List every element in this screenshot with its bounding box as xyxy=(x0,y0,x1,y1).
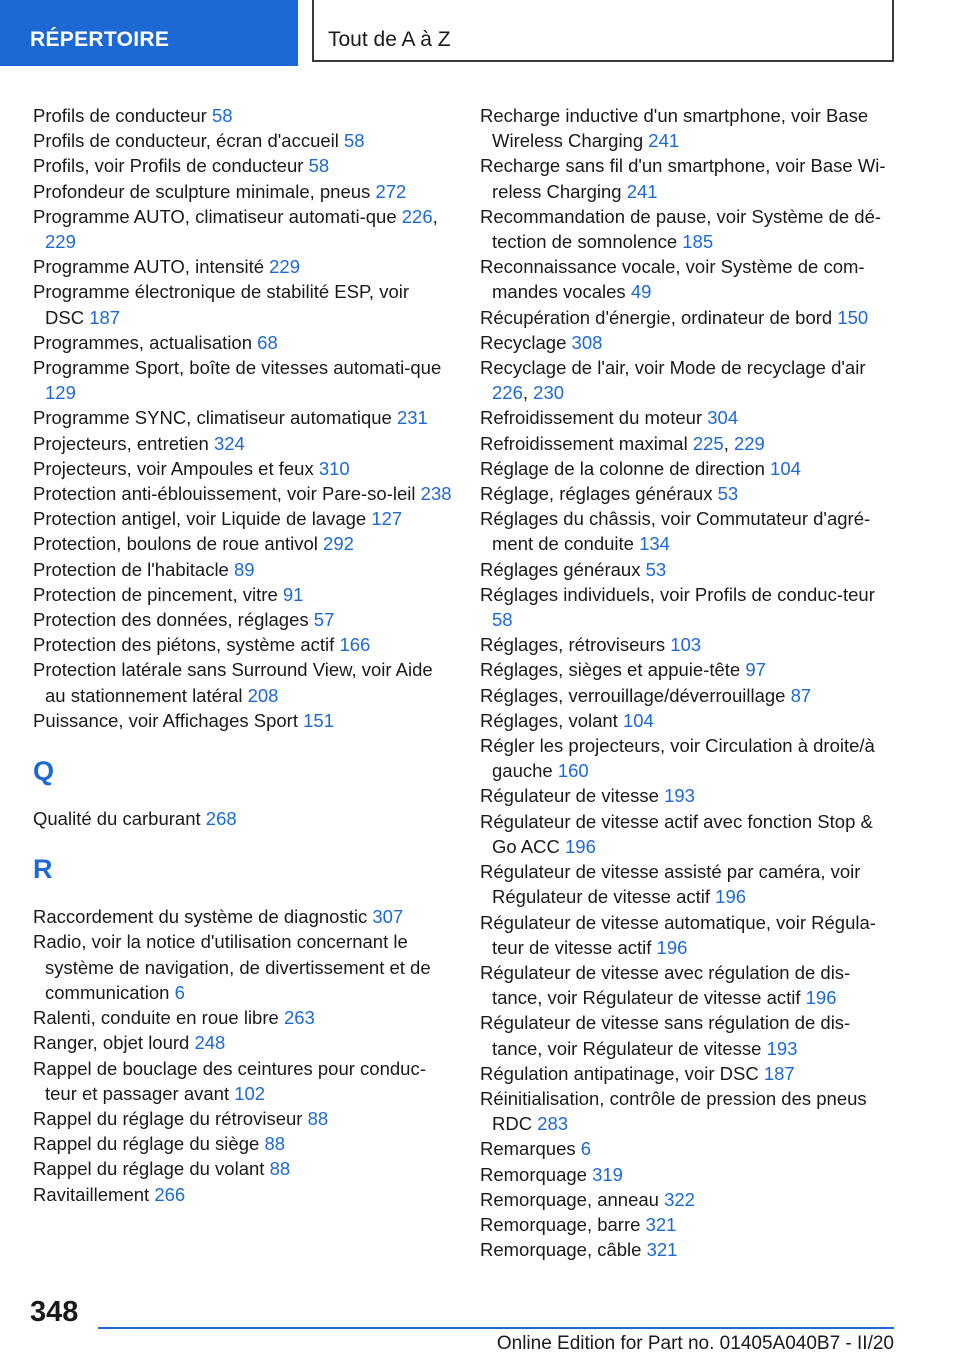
page-ref-link[interactable]: 292 xyxy=(323,533,354,555)
page-ref-link[interactable]: 160 xyxy=(557,760,589,782)
index-entry xyxy=(480,1061,900,1086)
section-label: RÉPERTOIRE xyxy=(30,28,170,51)
page-ref-link[interactable]: 58 xyxy=(344,130,365,152)
index-entry-text: Puissance, voir Affichages Sport xyxy=(33,709,298,731)
index-entry xyxy=(480,330,900,355)
index-entry xyxy=(33,531,453,556)
page-ref-link[interactable]: 57 xyxy=(313,609,335,631)
index-entry xyxy=(33,279,453,329)
page-header xyxy=(0,0,960,66)
page-ref-link[interactable]: 322 xyxy=(664,1188,695,1210)
index-entry-text: Projecteurs, entretien xyxy=(33,432,209,454)
index-entry xyxy=(480,960,900,1010)
index-entry-text: Programme AUTO, intensité xyxy=(33,256,264,278)
index-entry-text: Régler les projecteurs, voir Circulation à droite/à gauche xyxy=(480,735,875,782)
index-entry-text: Réglages, sièges et appuie-tête xyxy=(480,659,741,681)
page-ref-link[interactable]: 196 xyxy=(565,835,596,857)
page-ref-link[interactable]: 266 xyxy=(154,1183,186,1205)
index-entry-text: Programme électronique de stabilité ESP, voir DSC xyxy=(33,281,410,328)
index-entry-text: Programme Sport, boîte de vitesses automati‐que xyxy=(33,357,442,379)
page-ref-link[interactable]: 150 xyxy=(837,306,869,328)
index-entry xyxy=(33,405,453,430)
page-ref-link[interactable]: 68 xyxy=(257,331,278,353)
index-entry-text: Qualité du carburant xyxy=(33,808,201,830)
index-entry xyxy=(33,355,453,405)
page-ref-link[interactable]: 97 xyxy=(745,659,766,681)
page-ref-link[interactable]: 58 xyxy=(308,155,330,177)
index-entry xyxy=(33,1056,453,1106)
page-ref-link[interactable]: 196 xyxy=(805,987,837,1009)
page-ref-link[interactable]: 272 xyxy=(375,180,407,202)
index-entry-text: Remorquage, barre xyxy=(480,1213,641,1235)
page-ref-link[interactable]: 103 xyxy=(670,634,702,656)
index-entry xyxy=(33,1106,453,1131)
index-entry xyxy=(480,683,900,708)
index-entry xyxy=(33,103,453,128)
index-entry-text: Ralenti, conduite en roue libre xyxy=(33,1007,279,1029)
page-ref-link[interactable]: 91 xyxy=(282,583,304,605)
index-entry xyxy=(480,1162,900,1187)
page-ref-link[interactable]: 238 xyxy=(420,483,452,505)
index-entry xyxy=(33,657,453,707)
index-entry-text: Profondeur de sculpture minimale, pneus xyxy=(33,180,371,202)
page-ref-link[interactable]: 104 xyxy=(770,457,801,479)
index-entry xyxy=(480,1212,900,1237)
page-ref-link[interactable]: 208 xyxy=(247,684,279,706)
index-entry xyxy=(480,557,900,582)
index-entry-text: Régulateur de vitesse sans régulation de dis‐tance, voir Régulateur de vitesse xyxy=(480,1012,851,1059)
index-entry xyxy=(480,153,900,203)
page-ref-link[interactable]: 248 xyxy=(194,1032,226,1054)
index-entry xyxy=(33,632,453,657)
index-entry-text: Programmes, actualisation xyxy=(33,331,253,353)
index-entry xyxy=(480,582,900,632)
index-entry-text: Protection des données, réglages xyxy=(33,609,309,631)
index-entry xyxy=(33,431,453,456)
index-entry xyxy=(480,481,900,506)
index-entry xyxy=(480,305,900,330)
page-ref-link[interactable]: 127 xyxy=(371,508,403,530)
page-ref-link[interactable]: 187 xyxy=(89,306,121,328)
index-entry xyxy=(33,506,453,531)
page-ref-link[interactable]: 307 xyxy=(372,906,404,928)
index-entry-text: Rappel de bouclage des ceintures pour conduc‐teur et passager avant xyxy=(33,1057,426,1104)
index-entry-text: Recyclage de l'air, voir Mode de recyclage d'air xyxy=(480,357,866,379)
index-entry xyxy=(480,632,900,657)
index-entry xyxy=(480,1187,900,1212)
page-ref-link[interactable]: 151 xyxy=(303,709,334,731)
page-ref-link[interactable]: 225 xyxy=(692,432,724,454)
page-ref-link[interactable]: 88 xyxy=(269,1158,291,1180)
index-entry-text: Protection, boulons de roue antivol xyxy=(33,533,318,555)
page-ref-link[interactable]: 230 xyxy=(533,382,565,404)
index-entry-text: Recharge inductive d'un smartphone, voir Base Wireless Charging xyxy=(480,105,869,152)
page-ref-link[interactable]: 49 xyxy=(630,281,652,303)
index-entry xyxy=(33,904,453,929)
index-entry xyxy=(33,806,453,831)
index-entry: Refroidissement maximal 225, 229 xyxy=(480,432,765,454)
index-entry xyxy=(33,708,453,733)
page-ref-link[interactable]: 58 xyxy=(211,105,233,126)
index-entry-text: Rappel du réglage du volant xyxy=(33,1158,265,1180)
index-entry-text: Protection de pincement, vitre xyxy=(33,583,278,605)
index-entry xyxy=(33,153,453,178)
index-entry xyxy=(480,809,900,859)
index-entry xyxy=(480,859,900,909)
index-entry xyxy=(33,557,453,582)
page-number: 348 xyxy=(30,1296,79,1328)
index-entry xyxy=(33,1005,453,1030)
page-ref-link[interactable]: 104 xyxy=(622,709,654,731)
index-entry-text: Radio, voir la notice d'utilisation concernant le système de navigation, de divertissement et de communication xyxy=(33,931,431,1003)
index-entry xyxy=(480,708,900,733)
index-entry xyxy=(480,733,900,783)
index-entry-text: Raccordement du système de diagnostic xyxy=(33,906,368,928)
index-entry xyxy=(480,103,900,153)
page-ref-link[interactable]: 229 xyxy=(269,256,301,278)
page-ref-link[interactable]: 193 xyxy=(664,785,695,807)
page-ref-link[interactable]: 134 xyxy=(639,533,670,555)
index-entry xyxy=(33,1156,453,1181)
page-ref-link[interactable]: 89 xyxy=(234,558,255,580)
page-ref-link[interactable]: 308 xyxy=(571,331,603,353)
index-entry-text: Rappel du réglage du rétroviseur xyxy=(33,1107,303,1129)
index-entry-text: Réglage de la colonne de direction xyxy=(480,457,765,479)
page-ref-link[interactable]: 187 xyxy=(763,1062,795,1084)
index-entry-text: Réglages, verrouillage/déverrouillage xyxy=(480,684,786,706)
index-entry-text: Protection antigel, voir Liquide de lavage xyxy=(33,508,367,530)
index-entry xyxy=(480,1086,900,1136)
index-entry-text: Régulateur de vitesse actif avec fonction Stop & Go ACC xyxy=(480,810,873,857)
index-entry-text: Régulateur de vitesse xyxy=(480,785,659,807)
index-letter-heading: R xyxy=(33,854,53,885)
index-entry xyxy=(33,607,453,632)
index-entry-text: Réglages généraux xyxy=(480,558,641,580)
page-ref-link[interactable]: 268 xyxy=(205,808,237,830)
page-ref-link[interactable]: 193 xyxy=(766,1037,798,1059)
page-ref-link[interactable]: 185 xyxy=(682,231,714,253)
index-entry-text: Programme SYNC, climatiseur automatique xyxy=(33,407,392,429)
index-entry-text: Réglage, réglages généraux xyxy=(480,483,713,505)
index-entry-text: Régulation antipatinage, voir DSC xyxy=(480,1062,759,1084)
page-ref-link[interactable]: 88 xyxy=(307,1107,329,1129)
index-entry-text: Reconnaissance vocale, voir Système de com‐mandes vocales xyxy=(480,256,865,303)
index-entry-text: Projecteurs, voir Ampoules et feux xyxy=(33,457,314,479)
index-entry xyxy=(480,657,900,682)
index-entry xyxy=(33,330,453,355)
index-entry-text: Recyclage xyxy=(480,331,567,353)
page-ref-link[interactable]: 226 xyxy=(401,205,433,227)
index-entry-text: Régulateur de vitesse avec régulation de dis‐tance, voir Régulateur de vitesse actif xyxy=(480,961,851,1009)
page-ref-link[interactable]: 6 xyxy=(580,1138,592,1160)
index-entry xyxy=(33,456,453,481)
index-entry-text: Refroidissement du moteur xyxy=(480,407,703,429)
index-entry-text: Remorquage, câble xyxy=(480,1239,642,1261)
index-entry xyxy=(480,1237,900,1262)
index-entry xyxy=(33,1182,453,1207)
page-ref-link[interactable]: 166 xyxy=(339,634,371,656)
index-entry-text: Refroidissement maximal xyxy=(480,432,688,454)
page-ref-link[interactable]: 321 xyxy=(645,1213,677,1235)
index-entry-text: Réglages, volant xyxy=(480,709,618,731)
page-ref-link[interactable]: 196 xyxy=(715,886,747,908)
page-ref-link[interactable]: 88 xyxy=(264,1133,286,1155)
index-entry xyxy=(33,128,453,153)
index-entry xyxy=(480,506,900,556)
page-ref-link[interactable]: 229 xyxy=(733,432,765,454)
edition-note: Online Edition for Part no. 01405A040B7 - II/20 xyxy=(496,1333,894,1354)
index-entry-text: Régulateur de vitesse assisté par caméra, voir Régulateur de vitesse actif xyxy=(480,861,861,908)
index-entry-text: Profils de conducteur, écran d'accueil xyxy=(33,130,339,152)
index-entry-text: Rappel du réglage du siège xyxy=(33,1133,260,1155)
index-entry-text: Ranger, objet lourd xyxy=(33,1032,190,1054)
index-entry xyxy=(33,179,453,204)
index-entry xyxy=(480,910,900,960)
index-entry-text: Réglages individuels, voir Profils de conduc‐teur xyxy=(480,583,875,605)
page-ref-link[interactable]: 53 xyxy=(645,558,667,580)
index-entry-text: Protection latérale sans Surround View, voir Aide au stationnement latéral xyxy=(33,659,433,706)
index-entry-text: Réglages, rétroviseurs xyxy=(480,634,666,656)
index-entry-text: Remarques xyxy=(480,1138,576,1160)
index-entry xyxy=(480,254,900,304)
page-ref-link[interactable]: 229 xyxy=(45,231,76,253)
page-ref-link[interactable]: 102 xyxy=(234,1082,266,1104)
index-entry-text: Réglages du châssis, voir Commutateur d'agré‐ment de conduite xyxy=(480,508,871,555)
index-entry xyxy=(480,1136,900,1161)
index-entry xyxy=(33,929,453,1005)
index-entry-text: Protection anti-éblouissement, voir Pare-so‐leil xyxy=(33,483,416,505)
page-ref-link[interactable]: 319 xyxy=(592,1163,623,1185)
index-entry xyxy=(33,1030,453,1055)
section-tab[interactable] xyxy=(0,0,298,66)
page-ref-link[interactable]: 87 xyxy=(790,684,812,706)
index-entry xyxy=(33,582,453,607)
index-entry-text: Profils de conducteur xyxy=(33,105,207,126)
index-entry-text: Ravitaillement xyxy=(33,1183,150,1205)
index-entry-text: Programme AUTO, climatiseur automati‐que xyxy=(33,205,397,227)
page-ref-link[interactable]: 129 xyxy=(45,382,76,404)
index-entry xyxy=(33,254,453,279)
index-column-left xyxy=(33,103,453,1207)
index-entry: Recyclage de l'air, voir Mode de recyclage d'air 226, 230 xyxy=(480,357,866,404)
page-ref-link[interactable]: 226 xyxy=(492,382,523,404)
index-entry-text: Remorquage xyxy=(480,1163,587,1185)
index-entry xyxy=(480,204,900,254)
page-ref-link[interactable]: 231 xyxy=(396,407,428,429)
index-entry-text: Régulateur de vitesse automatique, voir Régula‐teur de vitesse actif xyxy=(480,911,876,958)
index-entry xyxy=(33,481,453,506)
page-ref-link[interactable]: 304 xyxy=(707,407,739,429)
page-ref-link[interactable]: 283 xyxy=(537,1113,569,1135)
index-column-right xyxy=(480,103,900,1262)
page-ref-link[interactable]: 310 xyxy=(318,457,350,479)
index-entry xyxy=(480,783,900,808)
index-entry xyxy=(480,456,900,481)
index-entry xyxy=(33,1131,453,1156)
page-ref-link[interactable]: 241 xyxy=(626,180,658,202)
index-entry-text: Profils, voir Profils de conducteur xyxy=(33,155,304,177)
chapter-title: Tout de A à Z xyxy=(328,28,451,51)
page-ref-link[interactable]: 324 xyxy=(213,432,245,454)
index-entry xyxy=(480,1010,900,1060)
index-entry-text: Recommandation de pause, voir Système de dé‐tection de somnolence xyxy=(480,205,882,253)
index-entry-text: Protection de l'habitacle xyxy=(33,558,229,580)
index-letter-heading: Q xyxy=(33,756,55,787)
index-entry: Programme AUTO, climatiseur automati‐que 226, 229 xyxy=(33,205,438,253)
index-entry-text: Récupération d'énergie, ordinateur de bord xyxy=(480,306,833,328)
page-ref-link[interactable]: 321 xyxy=(646,1239,678,1261)
page-ref-link[interactable]: 58 xyxy=(492,609,513,631)
page-ref-link[interactable]: 196 xyxy=(656,936,688,958)
index-entry-text: Protection des piétons, système actif xyxy=(33,634,335,656)
page-ref-link[interactable]: 241 xyxy=(648,130,680,152)
page-ref-link[interactable]: 263 xyxy=(283,1007,315,1029)
chapter-title-box xyxy=(312,0,894,62)
index-entry-text: Réinitialisation, contrôle de pression des pneus RDC xyxy=(480,1087,867,1135)
index-entry-text: Recharge sans fil d'un smartphone, voir Base Wi‐reless Charging xyxy=(480,155,886,202)
index-entry xyxy=(480,405,900,430)
footer-divider xyxy=(98,1327,894,1329)
page-ref-link[interactable]: 6 xyxy=(174,981,185,1003)
index-entry-text: Remorquage, anneau xyxy=(480,1188,659,1210)
page-ref-link[interactable]: 53 xyxy=(717,483,739,505)
